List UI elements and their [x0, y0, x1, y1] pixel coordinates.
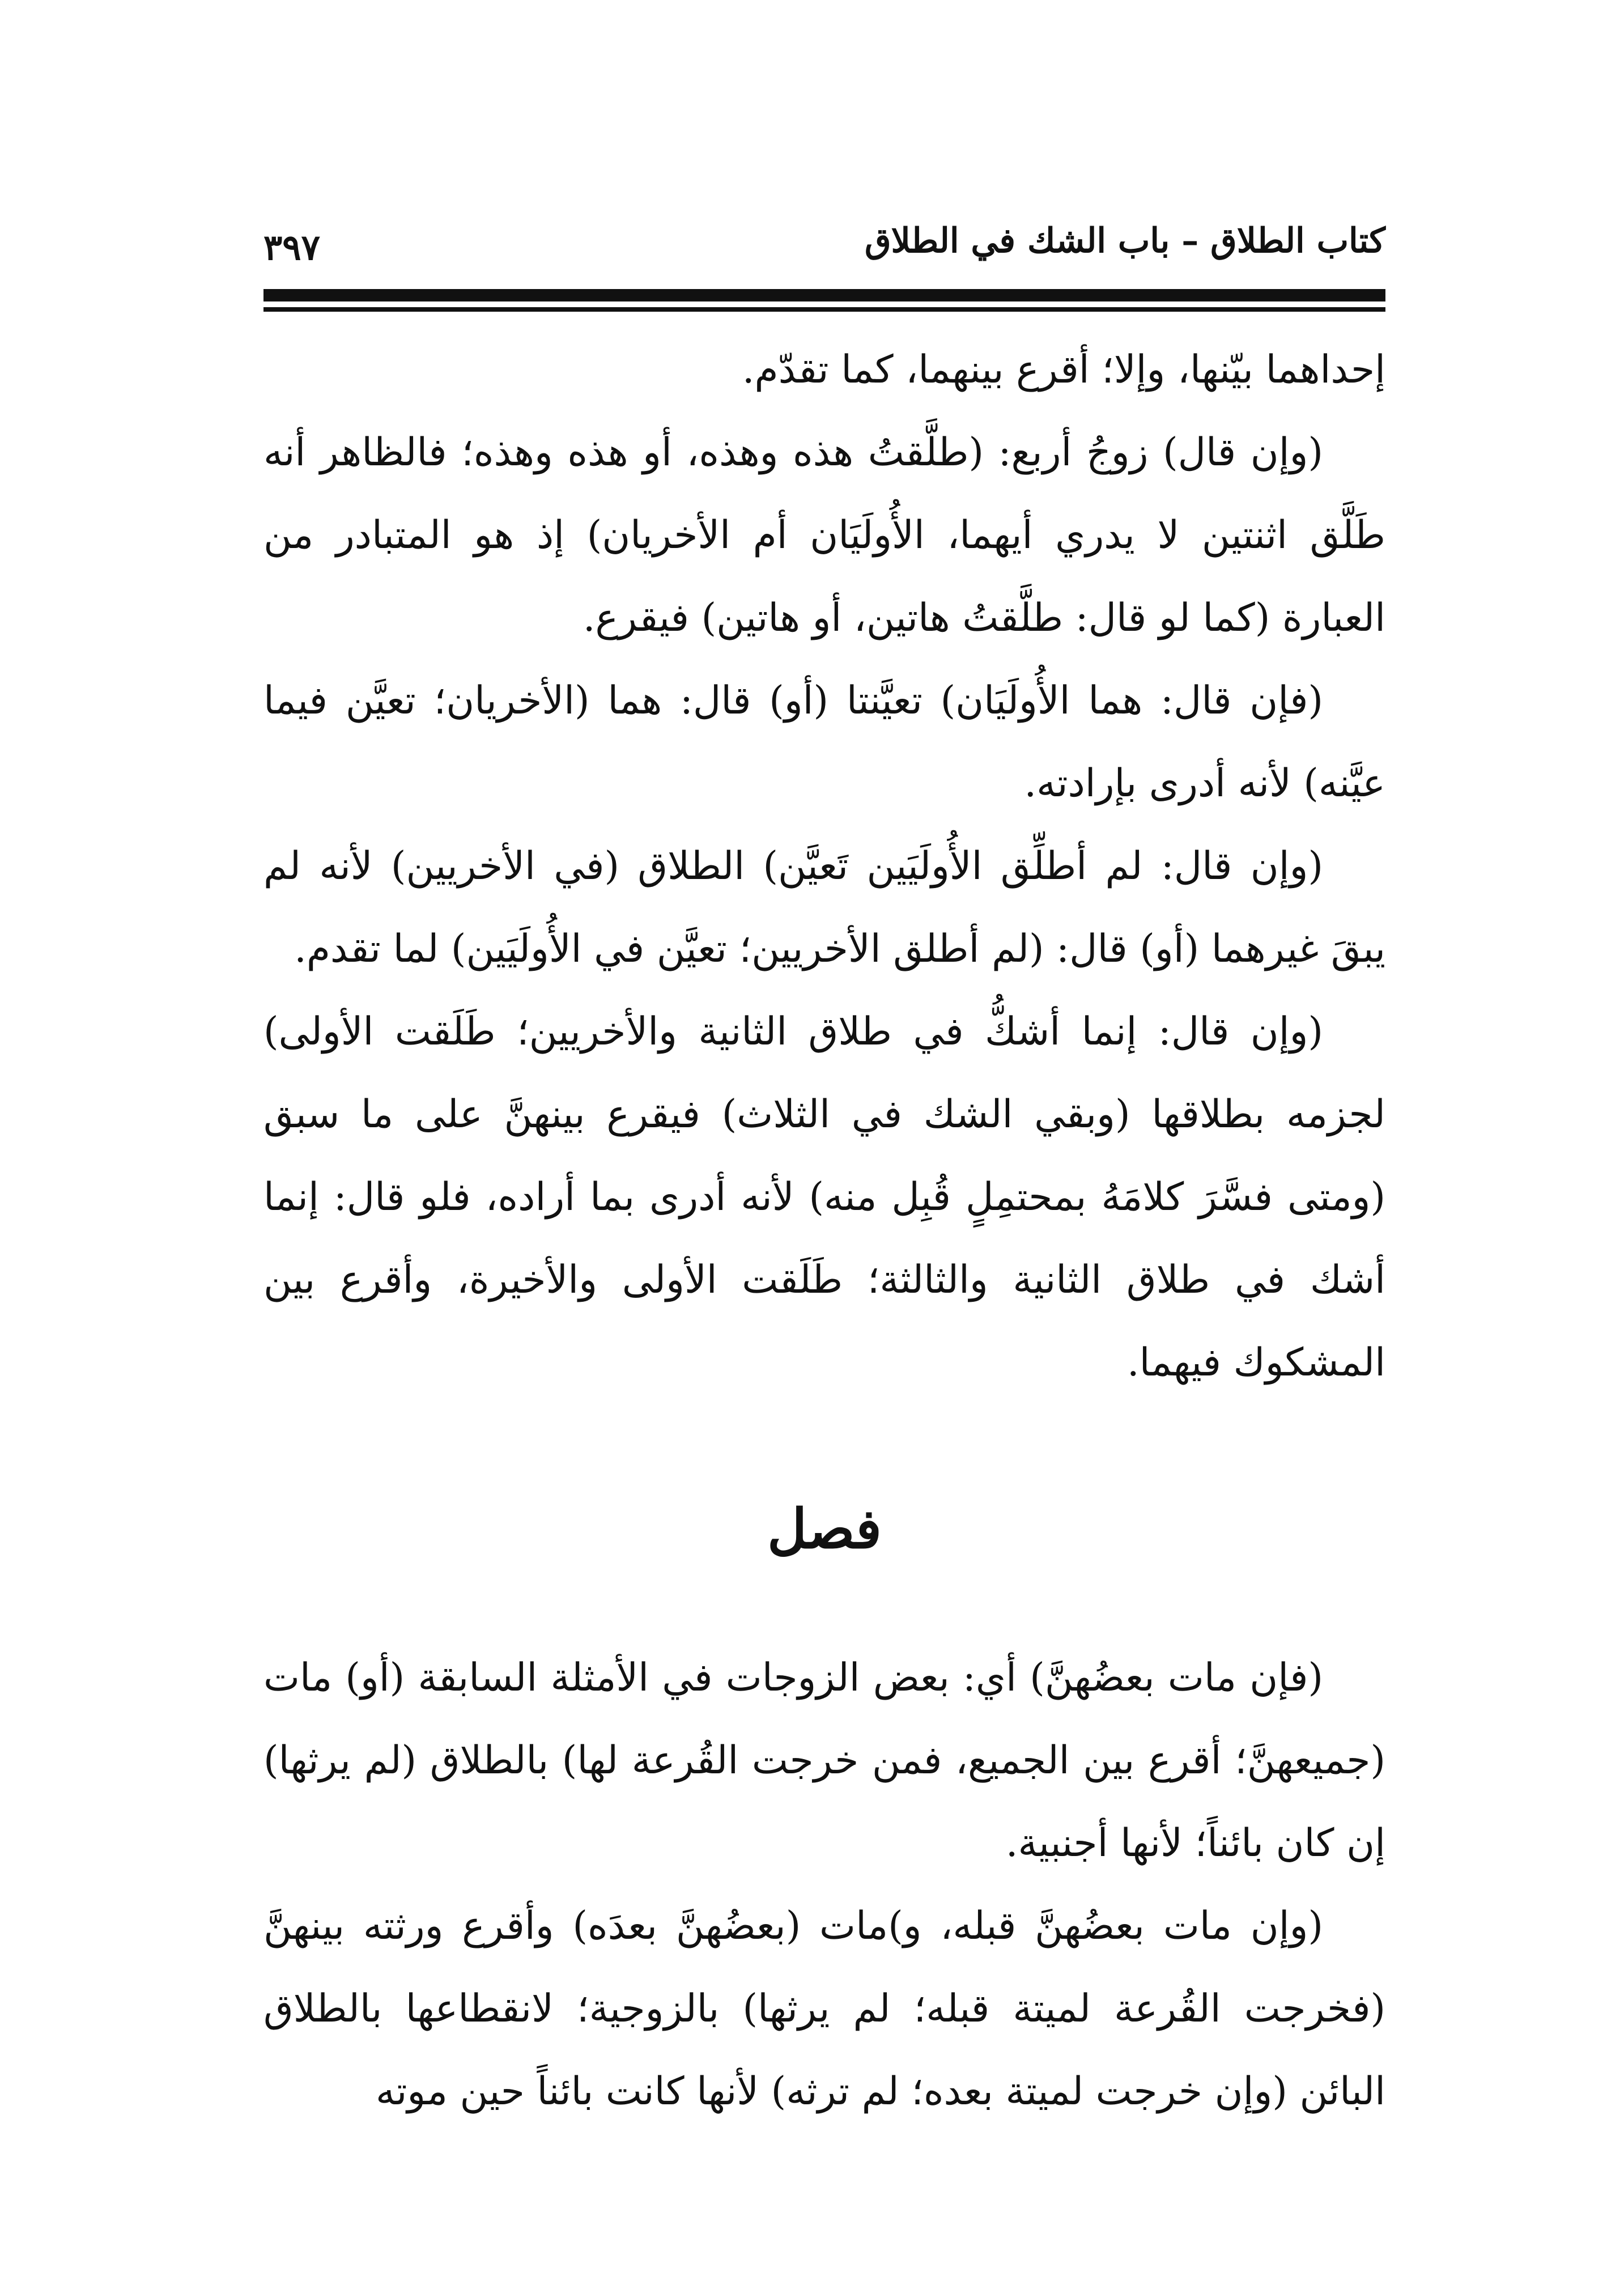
paragraph: إحداهما بيّنها، وإلا؛ أقرع بينهما، كما تقدّم.	[742, 347, 1385, 392]
page-number: ٣٩٧	[263, 227, 320, 268]
body-text	[263, 329, 1385, 2133]
running-title: كتاب الطلاق – باب الشك في الطلاق	[864, 221, 1385, 261]
paragraph: (وإن قال: لم أطلِّق الأُولَيَين تَعيَّن) الطلاق (في الأخريين) لأنه لم يبقَ غيرهما (أو) قال: (لم أطلق الأخريين؛ تعيَّن في الأُولَيَين) لما تقدم.	[263, 844, 1385, 971]
paragraph: (وإن قال: إنما أشكُّ في طلاق الثانية والأخريين؛ طَلَقت الأولى) لجزمه بطلاقها (وبقي الشك في الثلاث) فيقرع بينهنَّ على ما سبق (ومتى فسَّرَ كلامَهُ بمحتمِلٍ قُبِل منه) لأنه أدرى بما أراده، فلو قال: إنما أشك في طلاق الثانية والثالثة؛ طَلَقت الأولى والأخيرة، وأقرع بين المشكوك فيهما.	[263, 1009, 1385, 1385]
paragraph: (وإن مات بعضُهنَّ قبله، و)مات (بعضُهنَّ بعدَه) وأقرع ورثته بينهنَّ (فخرجت القُرعة لميتة قبله؛ لم يرثها) بالزوجية؛ لانقطاعها بالطلاق البائن (وإن خرجت لميتة بعده؛ لم ترثه) لأنها كانت بائناً حين موته	[263, 1904, 1385, 2114]
paragraph: (فإن قال: هما الأُولَيَان) تعيَّنتا (أو) قال: هما (الأخريان؛ تعيَّن فيما عيَّنه) لأنه أدرى بإرادته.	[263, 678, 1385, 806]
paragraph: (وإن قال) زوجُ أربع: (طلَّقتُ هذه وهذه، أو هذه وهذه؛ فالظاهر أنه طَلَّق اثنتين لا يدري أيهما، الأُولَيَان أم الأخريان) إذ هو المتبادر من العبارة (كما لو قال: طلَّقتُ هاتين، أو هاتين) فيقرع.	[263, 430, 1385, 640]
section-heading: فصل	[767, 1497, 882, 1561]
page-header	[263, 215, 1385, 289]
paragraph: (فإن مات بعضُهنَّ) أي: بعض الزوجات في الأمثلة السابقة (أو) مات (جميعهنَّ؛ أقرع بين الجميع، فمن خرجت القُرعة لها) بالطلاق (لم يرثها) إن كان بائناً؛ لأنها أجنبية.	[263, 1655, 1385, 1866]
header-rule-thick	[263, 289, 1385, 302]
header-rule-thin	[263, 307, 1385, 312]
